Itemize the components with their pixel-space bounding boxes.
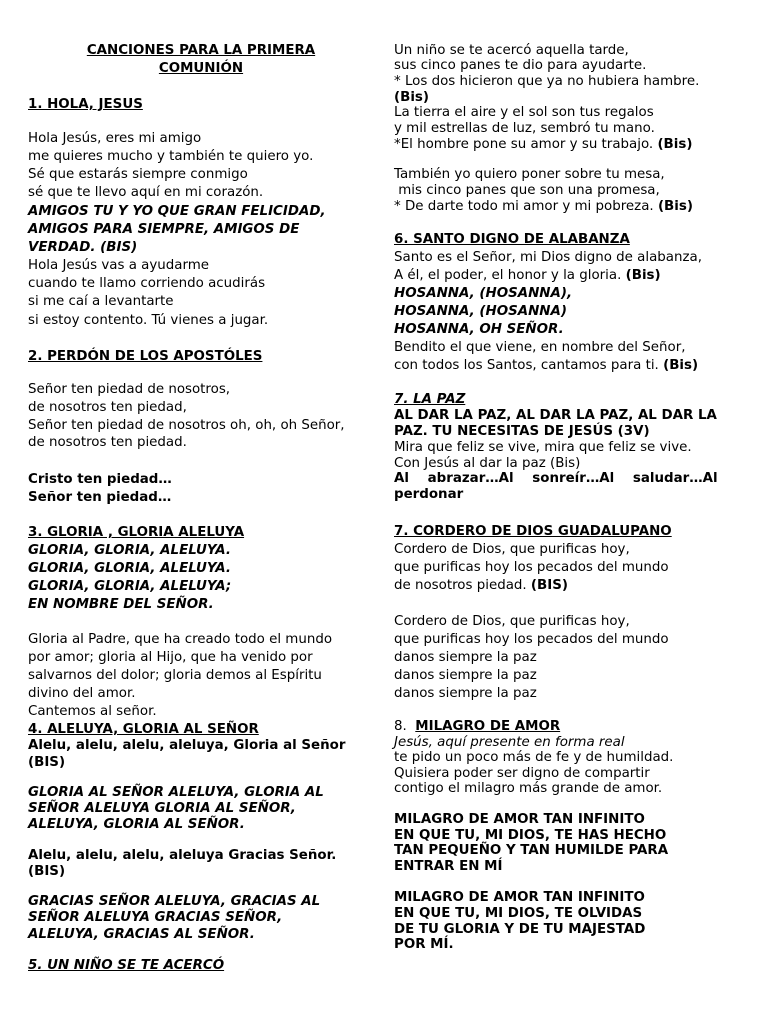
chorus-line: ENTRAR EN MÍ <box>394 859 503 874</box>
lyric-line <box>394 199 693 215</box>
song-title-cordero: 7. CORDERO DE DIOS GUADALUPANO <box>394 524 672 539</box>
chorus-line: GLORIA, GLORIA, ALELUYA. <box>28 543 231 558</box>
lyric-line: si estoy contento. Tú vienes a jugar. <box>28 313 269 328</box>
lyric-line: te pido un poco más de fe y de humildad. <box>394 750 674 765</box>
lyric-line: cuando te llamo corriendo acudirás <box>28 276 266 291</box>
bis-marker: (Bis) <box>625 268 661 283</box>
chorus-line: VERDAD. (BIS) <box>28 240 138 255</box>
lyric-line: mis cinco panes que son una promesa, <box>394 183 660 198</box>
bis-marker: (Bis) <box>657 199 693 214</box>
lyric-line: sus cinco panes te dio para ayudarte. <box>394 58 647 73</box>
song-title-text: MILAGRO DE AMOR <box>415 719 561 734</box>
lyric-line: Cordero de Dios, que purificas hoy, <box>394 614 630 629</box>
song-title-aleluya: 4. ALELUYA, GLORIA AL SEÑOR <box>28 722 259 737</box>
chorus-line: GRACIAS SEÑOR ALELUYA, GRACIAS AL <box>28 894 321 909</box>
bold-line: Al abrazar…Al sonreír…Al saludar…Al <box>394 471 718 486</box>
bold-line: perdonar <box>394 487 464 502</box>
chorus-line: HOSANNA, OH SEÑOR. <box>394 322 564 337</box>
lyric-line: danos siempre la paz <box>394 650 537 665</box>
chorus-line: GLORIA, GLORIA, ALELUYA. <box>28 561 231 576</box>
bold-line: Alelu, alelu, alelu, aleluya Gracias Señor. <box>28 848 337 863</box>
lyric-line: y mil estrellas de luz, sembró tu mano. <box>394 121 655 136</box>
lyric-line: danos siempre la paz <box>394 686 537 701</box>
chorus-line: TAN PEQUEÑO Y TAN HUMILDE PARA <box>394 843 669 858</box>
chorus-line: POR MÍ. <box>394 937 454 952</box>
lyric-line: que purificas hoy los pecados del mundo <box>394 560 669 575</box>
lyric-line: Bendito el que viene, en nombre del Señor, <box>394 340 686 355</box>
lyric-text: de nosotros piedad. <box>394 578 527 593</box>
chorus-line: MILAGRO DE AMOR TAN INFINITO <box>394 890 645 905</box>
lyric-line: Santo es el Señor, mi Dios digno de alabanza, <box>394 250 702 265</box>
chorus-line: HOSANNA, (HOSANNA) <box>394 304 567 319</box>
lyric-line: Cantemos al señor. <box>28 704 157 719</box>
lyric-line: Un niño se te acercó aquella tarde, <box>394 43 629 58</box>
lyric-line <box>394 578 568 594</box>
chorus-line: GLORIA, GLORIA, ALELUYA; <box>28 579 232 594</box>
chorus-line: SEÑOR ALELUYA GLORIA AL SEÑOR, <box>28 801 296 816</box>
document-title-line-2: COMUNIÓN <box>158 61 244 76</box>
lyric-text: con todos los Santos, cantamos para ti. <box>394 358 659 373</box>
chorus-line: MILAGRO DE AMOR TAN INFINITO <box>394 812 645 827</box>
lyric-text: * De darte todo mi amor y mi pobreza. <box>394 199 654 214</box>
chorus-line: EN QUE TU, MI DIOS, TE OLVIDAS <box>394 906 643 921</box>
lyric-line <box>394 137 692 153</box>
bold-line: Cristo ten piedad… <box>28 472 172 487</box>
lyric-line: Mira que feliz se vive, mira que feliz se vive. <box>394 440 692 455</box>
bold-line: Alelu, alelu, alelu, aleluya, Gloria al Señor <box>28 738 346 753</box>
lyric-line: me quieres mucho y también te quiero yo. <box>28 149 314 164</box>
lyric-line: Quisiera poder ser digno de compartir <box>394 766 650 781</box>
chorus-line: EN NOMBRE DEL SEÑOR. <box>28 597 214 612</box>
song-number: 8. <box>394 719 407 734</box>
lyric-line: Sé que estarás siempre conmigo <box>28 167 248 182</box>
bis-marker: (BIS) <box>530 578 568 593</box>
chorus-line: AMIGOS PARA SIEMPRE, AMIGOS DE <box>28 222 300 237</box>
lyric-line: divino del amor. <box>28 686 136 701</box>
song-title-perdon: 2. PERDÓN DE LOS APOSTÓLES <box>28 349 263 364</box>
chorus-line: EN QUE TU, MI DIOS, TE HAS HECHO <box>394 828 667 843</box>
lyric-line <box>394 268 661 284</box>
lyric-line: Cordero de Dios, que purificas hoy, <box>394 542 630 557</box>
chorus-line: HOSANNA, (HOSANNA), <box>394 286 573 301</box>
bold-line: Señor ten piedad… <box>28 490 172 505</box>
song-title-hola-jesus: 1. HOLA, JESUS <box>28 97 143 112</box>
lyric-line: de nosotros ten piedad. <box>28 435 187 450</box>
lyric-line: También yo quiero poner sobre tu mesa, <box>394 167 665 182</box>
lyric-line: Hola Jesús, eres mi amigo <box>28 131 202 146</box>
lyric-line: La tierra el aire y el sol son tus regalos <box>394 105 654 120</box>
bis-marker: (Bis) <box>663 358 699 373</box>
lyric-line: si me caí a levantarte <box>28 294 174 309</box>
bis-marker: (Bis) <box>394 90 430 105</box>
bold-line: PAZ. TU NECESITAS DE JESÚS (3V) <box>394 424 650 439</box>
lyric-line: Señor ten piedad de nosotros oh, oh, oh Señor, <box>28 418 345 433</box>
lyric-line: danos siempre la paz <box>394 668 537 683</box>
lyric-line: Con Jesús al dar la paz (Bis) <box>394 456 581 471</box>
song-title-un-nino: 5. UN NIÑO SE TE ACERCÓ <box>28 958 225 973</box>
bold-line: (BIS) <box>28 864 66 879</box>
song-title-milagro <box>394 719 560 735</box>
chorus-line: ALELUYA, GRACIAS AL SEÑOR. <box>28 927 255 942</box>
chorus-line: SEÑOR ALELUYA GRACIAS SEÑOR, <box>28 910 283 925</box>
lyric-line: de nosotros ten piedad, <box>28 400 187 415</box>
chorus-line: DE TU GLORIA Y DE TU MAJESTAD <box>394 922 646 937</box>
bold-line: AL DAR LA PAZ, AL DAR LA PAZ, AL DAR LA <box>394 408 717 423</box>
lyric-line: por amor; gloria al Hijo, que ha venido por <box>28 650 313 665</box>
chorus-line: GLORIA AL SEÑOR ALELUYA, GLORIA AL <box>28 785 324 800</box>
song-title-gloria: 3. GLORIA , GLORIA ALELUYA <box>28 525 245 540</box>
lyric-line: Gloria al Padre, que ha creado todo el mundo <box>28 632 333 647</box>
lyric-line: salvarnos del dolor; gloria demos al Espíritu <box>28 668 322 683</box>
lyric-line: Jesús, aquí presente en forma real <box>394 735 625 750</box>
bold-line: (BIS) <box>28 755 66 770</box>
lyric-line: Hola Jesús vas a ayudarme <box>28 258 210 273</box>
song-title-santo: 6. SANTO DIGNO DE ALABANZA <box>394 232 630 247</box>
chorus-line: AMIGOS TU Y YO QUE GRAN FELICIDAD, <box>28 204 326 219</box>
song-title-la-paz: 7. LA PAZ <box>394 392 466 407</box>
chorus-line: ALELUYA, GLORIA AL SEÑOR. <box>28 817 245 832</box>
lyric-line: que purificas hoy los pecados del mundo <box>394 632 669 647</box>
lyric-line: Señor ten piedad de nosotros, <box>28 382 231 397</box>
lyric-line: sé que te llevo aquí en mi corazón. <box>28 185 264 200</box>
lyric-line <box>394 358 698 374</box>
bis-marker: (Bis) <box>657 137 693 152</box>
lyric-text: A él, el poder, el honor y la gloria. <box>394 268 622 283</box>
lyric-text: *El hombre pone su amor y su trabajo. <box>394 137 654 152</box>
lyric-line: contigo el milagro más grande de amor. <box>394 781 663 796</box>
document-title-line-1: CANCIONES PARA LA PRIMERA <box>86 43 316 58</box>
lyric-line: * Los dos hicieron que ya no hubiera hambre. <box>394 74 700 89</box>
